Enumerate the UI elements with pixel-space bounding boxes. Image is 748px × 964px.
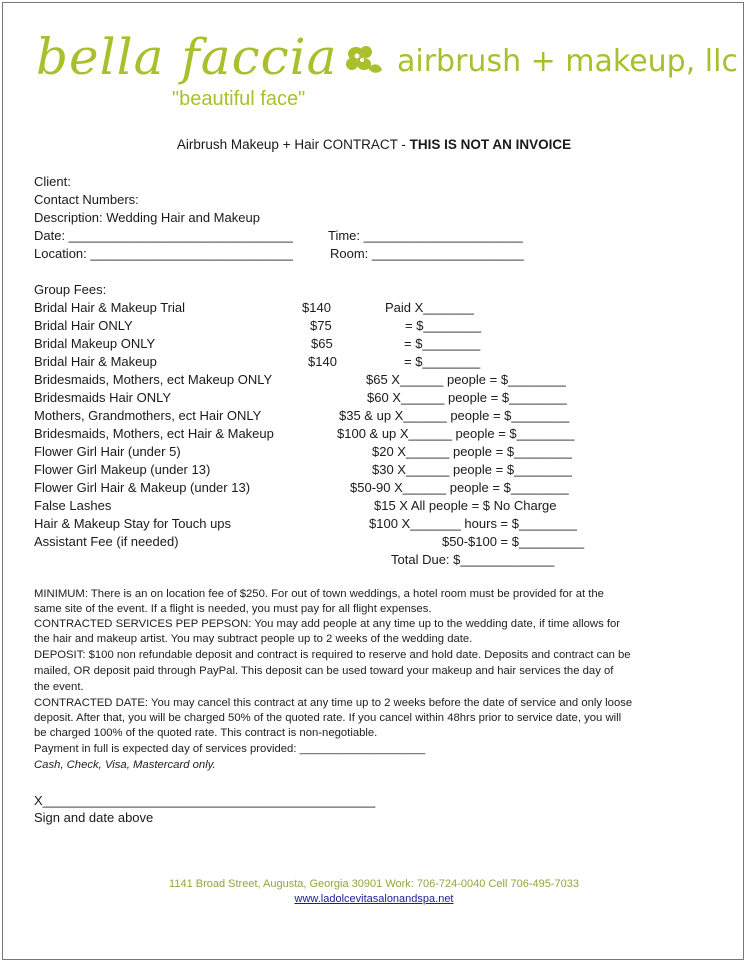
contact-line: Contact Numbers: (34, 192, 139, 207)
website-link[interactable]: www.ladolcevitasalonandspa.net (294, 893, 454, 905)
fee-calc: $50-$100 = $_________ (442, 534, 585, 549)
description-line: Description: Wedding Hair and Makeup (34, 210, 260, 225)
fee-item: Flower Girl Makeup (under 13) (34, 462, 211, 477)
payment-methods: Cash, Check, Visa, Mastercard only. (34, 759, 216, 771)
room-line: Room: _____________________ (330, 246, 524, 261)
fee-calc: = $________ (404, 336, 481, 351)
terms-line: the event. (34, 681, 84, 693)
terms-line: Payment in full is expected day of services provided: ____________________ (34, 743, 426, 755)
fee-calc: $65 X______ people = $________ (366, 372, 566, 387)
fee-calc: = $________ (405, 318, 482, 333)
terms-line: mailed, OR deposit paid through PayPal. This deposit can be used toward your makeup and hair services the day of (34, 665, 614, 677)
fee-price: $65 (311, 336, 333, 351)
terms-line: CONTRACTED DATE: You may cancel this contract at any time up to 2 weeks before the date of service and only loose (34, 697, 633, 709)
fee-calc: Paid X_______ (385, 300, 474, 315)
terms-line: MINIMUM: There is an on location fee of $250. For out of town weddings, a hotel room must be provided for at the (34, 588, 604, 600)
fee-item: Bridal Hair & Makeup Trial (34, 300, 185, 315)
fee-item: Assistant Fee (if needed) (34, 534, 179, 549)
fee-calc: $60 X______ people = $________ (367, 390, 567, 405)
fee-calc: $30 X______ people = $________ (372, 462, 572, 477)
fee-item: Bridesmaids, Mothers, ect Makeup ONLY (34, 372, 273, 387)
fee-calc: $50-90 X______ people = $________ (350, 480, 569, 495)
fee-calc: $20 X______ people = $________ (372, 444, 572, 459)
date-line: Date: _______________________________ (34, 228, 293, 243)
title-prefix: Airbrush Makeup + Hair CONTRACT - (176, 137, 410, 152)
company-name: airbrush + makeup, llc (397, 44, 738, 79)
fee-calc: $100 X_______ hours = $________ (369, 516, 577, 531)
terms-line: deposit. After that, you will be charged 50% of the quoted rate. If you cancel within 48hrs prior to service date, you will (34, 712, 622, 724)
fee-item: Flower Girl Hair (under 5) (34, 444, 181, 459)
fee-calc: $35 & up X______ people = $________ (339, 408, 570, 423)
contract-title (0, 137, 748, 152)
logo-script-text: bella faccia (36, 28, 338, 86)
fee-calc: $15 X All people = $ No Charge (374, 498, 557, 513)
terms-line: the hair and makeup artist. You may subtract people up to 2 weeks of the wedding date. (34, 633, 473, 645)
fee-item: Bridesmaids Hair ONLY (34, 390, 172, 405)
fee-item: Flower Girl Hair & Makeup (under 13) (34, 480, 251, 495)
fee-calc: $100 & up X______ people = $________ (337, 426, 575, 441)
signature-caption: Sign and date above (34, 810, 154, 825)
fee-item: False Lashes (34, 498, 112, 513)
client-line: Client: (34, 174, 71, 189)
fee-item: Mothers, Grandmothers, ect Hair ONLY (34, 408, 262, 423)
signature-line: X______________________________________________ (34, 793, 376, 808)
fee-item: Bridal Hair & Makeup (34, 354, 157, 369)
fee-price: $140 (308, 354, 337, 369)
time-line: Time: ______________________ (328, 228, 523, 243)
terms-line: CONTRACTED SERVICES PEP PEPSON: You may add people at any time up to the wedding date, if time allows for (34, 618, 621, 630)
fee-item: Hair & Makeup Stay for Touch ups (34, 516, 232, 531)
logo-tagline: "beautiful face" (172, 88, 306, 110)
flower-logo-icon (342, 42, 384, 80)
footer-address: 1141 Broad Street, Augusta, Georgia 30901 Work: 706-724-0040 Cell 706-495-7033 (169, 878, 579, 890)
fee-item: Bridal Hair ONLY (34, 318, 133, 333)
fees-header: Group Fees: (34, 282, 107, 297)
fee-price: $75 (310, 318, 332, 333)
title-emphasis: THIS IS NOT AN INVOICE (409, 137, 572, 152)
fee-item: Bridesmaids, Mothers, ect Hair & Makeup (34, 426, 274, 441)
total-due: Total Due: $_____________ (391, 552, 555, 567)
terms-line: be charged 100% of the quoted rate. This contract is non-negotiable. (34, 727, 378, 739)
fee-item: Bridal Makeup ONLY (34, 336, 156, 351)
fee-calc: = $________ (404, 354, 481, 369)
location-line: Location: ____________________________ (34, 246, 293, 261)
terms-line: same site of the event. If a flight is needed, you must pay for all flight expenses. (34, 603, 432, 615)
terms-line: DEPOSIT: $100 non refundable deposit and contract is required to reserve and hold date. Deposits and contract can be (34, 649, 631, 661)
fee-price: $140 (302, 300, 331, 315)
